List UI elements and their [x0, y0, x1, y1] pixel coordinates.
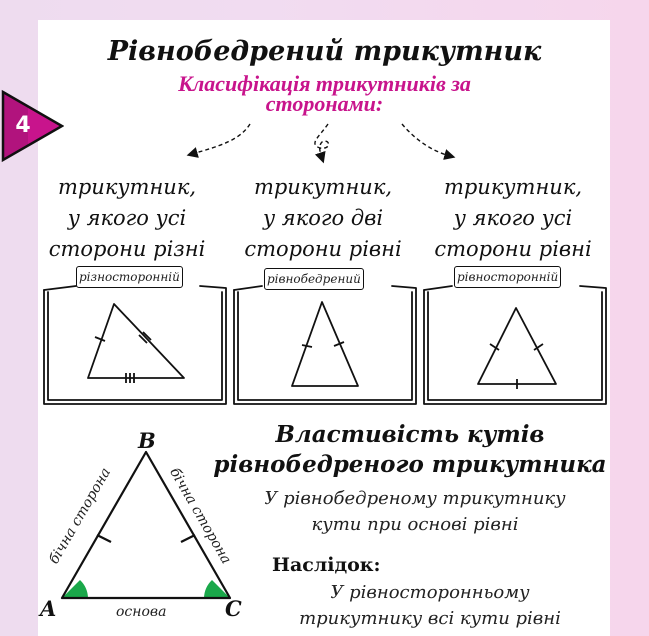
col3-line3: сторони рівні [434, 237, 592, 261]
col2-line2: у якого дві [262, 206, 384, 230]
frame-equilateral [424, 286, 606, 404]
classification-arrows [180, 118, 470, 168]
isosceles-triangle [292, 302, 358, 386]
col1-line3: сторони різні [48, 237, 206, 261]
col1-line2: у якого усі [67, 206, 187, 230]
base-label: основа [116, 604, 167, 620]
arrow-left [192, 124, 250, 154]
corollary-line2: трикутнику всі кути рівні [299, 608, 561, 629]
property-title [200, 420, 620, 480]
col1-line1: трикутник, [57, 175, 197, 199]
subtitle-line-2: сторонами: [265, 91, 384, 116]
col2-line1: трикутник, [253, 175, 393, 199]
column-isosceles-text [228, 172, 418, 265]
corollary-text [230, 580, 630, 632]
col3-line1: трикутник, [443, 175, 583, 199]
vertex-c: C [225, 596, 242, 621]
rule-line2: кути при основі рівні [311, 514, 519, 535]
left-side-label: бічна сторона [46, 465, 115, 567]
tag-equilateral: рівносторонній [454, 266, 561, 288]
column-scalene-text [32, 172, 222, 265]
frame-scalene [44, 286, 226, 404]
angle-a-marker [62, 580, 88, 598]
vertex-b: B [138, 428, 156, 453]
column-equilateral-text [418, 172, 608, 265]
triangle-frames [40, 280, 620, 410]
subtitle-line-1: Класифікація трикутників за [178, 71, 471, 96]
badge-number: 4 [15, 113, 31, 138]
col2-line3: сторони рівні [244, 237, 402, 261]
corollary-line1: У рівносторонньому [330, 582, 530, 603]
tag-scalene: різносторонній [76, 266, 183, 288]
property-title-line1: Властивість кутів [275, 421, 545, 448]
page-title: Рівнобедрений трикутник [107, 36, 542, 67]
arrow-middle [315, 124, 329, 158]
scalene-triangle [88, 304, 184, 378]
property-title-line2: рівнобедреного трикутника [213, 451, 607, 478]
tag-isosceles: рівнобедрений [264, 268, 364, 290]
property-rule [210, 486, 620, 538]
page-subtitle [0, 71, 649, 116]
vertex-a: A [40, 596, 57, 621]
rule-line1: У рівнобедреному трикутнику [264, 488, 566, 509]
corollary-label: Наслідок: [272, 554, 381, 576]
equilateral-triangle [478, 308, 556, 384]
arrow-right [402, 124, 450, 156]
col3-line2: у якого усі [453, 206, 573, 230]
right-side-label: бічна сторона [166, 465, 235, 567]
